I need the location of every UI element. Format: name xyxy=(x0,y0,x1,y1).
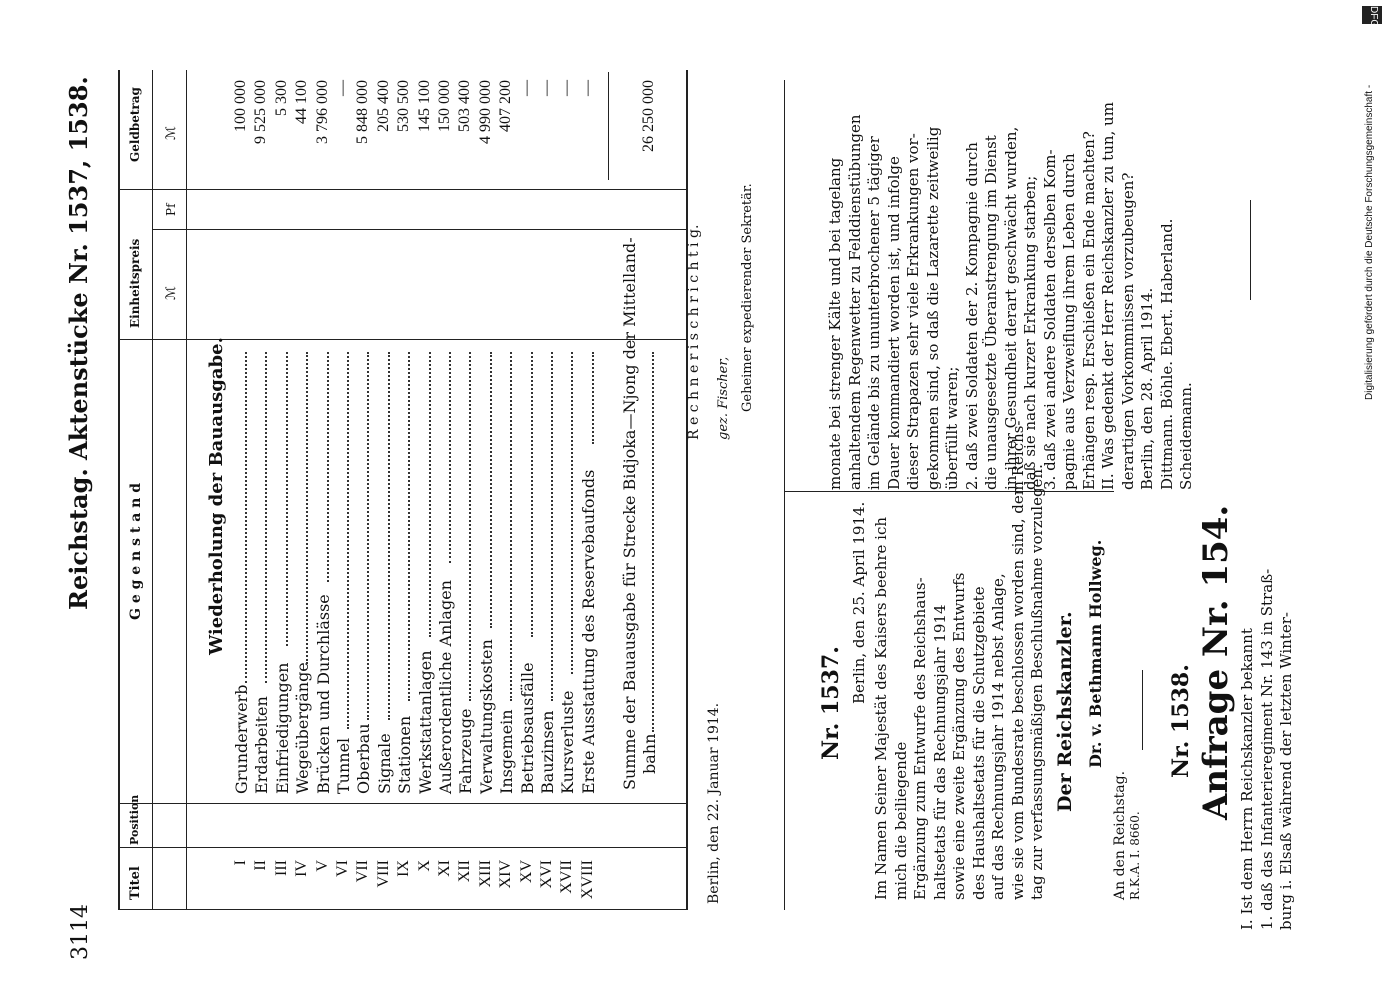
row-titel: V xyxy=(313,860,331,872)
row-titel: XVII xyxy=(558,860,576,894)
dot-leader xyxy=(469,352,471,701)
section-rule xyxy=(1142,670,1143,750)
sum-label-line2: bahn xyxy=(640,733,659,774)
text-line: dieser Strapazen sehr viele Erkrankungen vor- xyxy=(904,133,922,490)
text-line: burg i. Elsaß während der letzten Winter- xyxy=(1277,612,1295,930)
rechnerisch-richtig: R e c h n e r i s c h r i c h t i g. xyxy=(686,224,702,440)
row-amount: — xyxy=(517,80,535,96)
row-gegenstand: Stationen xyxy=(395,715,415,794)
nr1538-body-right xyxy=(826,102,1197,490)
row-amount: — xyxy=(538,80,555,96)
dot-leader xyxy=(429,352,431,637)
running-title: Reichstag. Aktenstücke Nr. 1537, 1538. xyxy=(64,76,93,610)
dot-leader xyxy=(571,352,573,674)
row-amount: 503 400 xyxy=(456,80,474,132)
dfg-credit: Digitalisierung gefördert durch die Deutsche Forschungsgemeinschaft - xyxy=(1364,84,1375,400)
dot-leader xyxy=(306,352,308,664)
row-gegenstand: Betriebsausfälle xyxy=(517,662,537,794)
signed-title: Geheimer expedierender Sekretär. xyxy=(740,183,755,412)
row-amount: 5 848 000 xyxy=(354,80,372,144)
dot-leader xyxy=(510,352,512,701)
dfg-logo: DFG xyxy=(1362,6,1382,24)
row-amount: 100 000 xyxy=(232,80,249,132)
sum-rule xyxy=(608,72,609,180)
col-position: Position xyxy=(128,794,141,845)
nr1537-ref: R.K.A. I. 8660. xyxy=(1128,811,1142,900)
row-gegenstand: Erste Ausstattung des Reservebaufonds xyxy=(578,469,598,794)
row-gegenstand: Außerordentliche Anlagen xyxy=(436,580,455,794)
row-titel: IX xyxy=(395,860,413,877)
row-titel: XV xyxy=(517,860,535,884)
row-gegenstand: Brücken und Durchlässe xyxy=(313,594,333,794)
nr1537-heading: Nr. 1537. xyxy=(818,646,844,760)
table-place-date: Berlin, den 22. Januar 1914. xyxy=(706,702,722,904)
col-divider xyxy=(118,339,688,340)
text-line: mich die beiliegende xyxy=(891,741,910,900)
row-titel: XIII xyxy=(476,860,494,888)
nr1537-body xyxy=(872,420,1048,900)
table-top-rule xyxy=(118,70,120,910)
row-titel: IV xyxy=(293,860,311,877)
col-geldbetrag-m: ℳ xyxy=(164,126,179,140)
row-amount: 9 525 000 xyxy=(252,80,270,144)
col-einheitspreis-m: ℳ xyxy=(164,286,179,300)
row-titel: VI xyxy=(334,860,351,877)
row-gegenstand: Wegeübergänge xyxy=(293,662,313,794)
table-bottom-rule xyxy=(686,70,688,910)
text-line: wie sie vom Bundesrate beschlossen worden sind, dem Reichs- xyxy=(1008,420,1027,900)
col-einheitspreis: Einheitspreis xyxy=(128,238,142,328)
row-amount: — xyxy=(558,80,576,96)
row-amount: 150 000 xyxy=(436,80,453,132)
row-gegenstand: Erdarbeiten xyxy=(252,696,272,794)
row-titel: X xyxy=(415,860,433,872)
row-gegenstand: Insgemein xyxy=(497,709,517,794)
nr1538-body-left xyxy=(1238,569,1297,930)
text-line: Im Namen Seiner Majestät des Kaisers beehre ich xyxy=(872,516,890,900)
row-gegenstand: Tunnel xyxy=(334,737,353,794)
row-gegenstand: Kursverluste xyxy=(558,690,578,794)
end-rule xyxy=(1250,200,1251,300)
text-line: Scheidemann. xyxy=(1177,382,1195,490)
row-gegenstand: Signale xyxy=(374,733,394,794)
row-amount: 205 400 xyxy=(374,80,392,132)
row-titel: XI xyxy=(436,860,453,877)
row-amount: — xyxy=(578,80,596,96)
text-line: haltsetats für das Rechnungsjahr 1914 xyxy=(930,604,949,900)
dot-leader xyxy=(652,352,654,732)
nr1537-signature-title: Der Reichskanzler. xyxy=(1054,611,1076,812)
nr1537-signature-name: Dr. v. Bethmann Hollweg. xyxy=(1086,539,1105,768)
row-titel: XII xyxy=(456,860,474,883)
row-gegenstand: Grunderwerb xyxy=(232,684,251,794)
page-number: 3114 xyxy=(68,904,93,960)
dot-leader xyxy=(367,352,369,720)
text-line: sowie eine zweite Ergänzung des Entwurfs xyxy=(950,572,968,900)
row-titel: I xyxy=(232,860,249,866)
dot-leader xyxy=(490,352,492,628)
text-line: daß sie nach kurzer Erkrankung starben; xyxy=(1021,175,1039,490)
table-header-rule-2 xyxy=(186,70,187,910)
nr1538-title: Anfrage Nr. 154. xyxy=(1196,504,1236,820)
text-line: tag zur verfassungsmäßigen Beschlußnahme vorzulegen. xyxy=(1028,464,1046,900)
dot-leader xyxy=(531,352,533,637)
sum-amount: 26 250 000 xyxy=(640,80,657,152)
text-line: in ihrer Gesundheit derart geschwächt wurden, xyxy=(1001,126,1020,490)
section-heading: Wiederholung der Bauausgabe. xyxy=(206,337,227,655)
nr1537-date: Berlin, den 25. April 1914. xyxy=(850,501,868,704)
dot-leader xyxy=(245,352,247,683)
col-divider xyxy=(118,909,688,910)
dot-leader xyxy=(408,352,410,701)
sum-label-line1: Summe der Bauausgabe für Strecke Bidjoka—Njong der Mittelland- xyxy=(620,237,639,790)
row-gegenstand: Bauzinsen xyxy=(538,710,557,794)
col-einheitspreis-pf: Pf xyxy=(164,203,178,216)
col-geldbetrag: Geldbetrag xyxy=(128,87,142,162)
text-line: im Gelände bis zu ununterbrochener 5 tägiger xyxy=(865,136,883,490)
row-gegenstand: Fahrzeuge xyxy=(456,708,476,794)
text-line: Erhängen resp. Erschießen ein Ende machten? xyxy=(1079,131,1098,490)
text-line: pagnie aus Verzweiflung ihrem Leben durch xyxy=(1060,153,1078,490)
row-amount: 4 990 000 xyxy=(476,80,494,144)
table-header-rule xyxy=(152,70,153,910)
row-amount: — xyxy=(334,80,351,96)
row-titel: XIV xyxy=(497,860,515,889)
text-line: Dittmann. Böhle. Ebert. Haberland. xyxy=(1157,218,1176,490)
dot-leader xyxy=(286,352,288,646)
nr1537-addressee: An den Reichstag. xyxy=(1112,770,1128,900)
text-line: anhaltendem Regenwetter zu Felddienstübungen xyxy=(845,114,864,490)
col-divider xyxy=(118,189,688,190)
dot-leader xyxy=(265,352,267,683)
col-titel: Titel xyxy=(128,866,143,900)
text-line: überfüllt waren; xyxy=(943,366,961,490)
row-amount: 530 500 xyxy=(395,80,413,132)
text-line: 2. daß zwei Soldaten der 2. Kompagnie durch xyxy=(962,142,981,490)
signed-by: gez. Fischer, xyxy=(716,356,731,440)
dot-leader xyxy=(327,352,329,582)
row-titel: XVIII xyxy=(578,860,596,900)
text-line: Berlin, den 28. April 1914. xyxy=(1138,287,1156,490)
row-gegenstand: Verwaltungskosten xyxy=(476,639,496,794)
text-line: Ergänzung zum Entwurfe des Reichshaus- xyxy=(911,577,929,900)
text-line: gekommen sind, so daß die Lazarette zeitweilig xyxy=(923,126,942,490)
dot-leader xyxy=(449,352,451,563)
row-amount: 407 200 xyxy=(497,80,515,132)
text-line: des Haushaltsetats für die Schutzgebiete xyxy=(969,586,988,900)
text-line: auf das Rechnungsjahr 1914 nebst Anlage, xyxy=(989,573,1007,900)
text-line: 3. daß zwei andere Soldaten derselben Kom- xyxy=(1040,149,1059,490)
row-titel: II xyxy=(252,860,270,871)
text-line: 1. daß das Infanterieregiment Nr. 143 in Straß- xyxy=(1257,568,1276,930)
row-amount: 145 100 xyxy=(415,80,433,132)
nr1538-heading: Nr. 1538. xyxy=(1168,664,1194,778)
row-titel: III xyxy=(272,860,290,876)
text-line: die unausgesetzte Überanstrengung im Dienst xyxy=(982,135,1000,490)
row-gegenstand: Einfriedigungen xyxy=(272,662,292,794)
row-gegenstand: Oberbau xyxy=(354,723,374,794)
row-amount: 44 100 xyxy=(293,80,311,124)
dot-leader xyxy=(592,352,594,444)
col-divider xyxy=(118,803,688,804)
row-titel: VII xyxy=(354,860,372,883)
text-line: derartigen Vorkommnissen vorzubeugen? xyxy=(1118,172,1137,490)
section-rule xyxy=(784,80,785,910)
dot-leader xyxy=(347,352,349,729)
col-gegenstand: G e g e n s t a n d xyxy=(128,483,144,620)
row-titel: VIII xyxy=(374,860,392,888)
col-divider xyxy=(152,229,688,230)
row-gegenstand: Werkstattanlagen xyxy=(415,650,435,794)
row-amount: 3 796 000 xyxy=(313,80,331,144)
text-line: monate bei strenger Kälte und bei tagelang xyxy=(826,157,844,490)
dot-leader xyxy=(551,352,553,701)
text-line: I. Ist dem Herrn Reichskanzler bekannt xyxy=(1238,628,1256,930)
text-line: II. Was gedenkt der Herr Reichskanzler zu tun, um xyxy=(1099,102,1117,490)
dot-leader xyxy=(388,352,390,720)
row-titel: XVI xyxy=(538,860,555,889)
col-divider xyxy=(118,847,688,848)
text-line: Dauer kommandiert worden ist, und infolge xyxy=(884,156,903,490)
row-amount: 5 300 xyxy=(272,80,290,116)
